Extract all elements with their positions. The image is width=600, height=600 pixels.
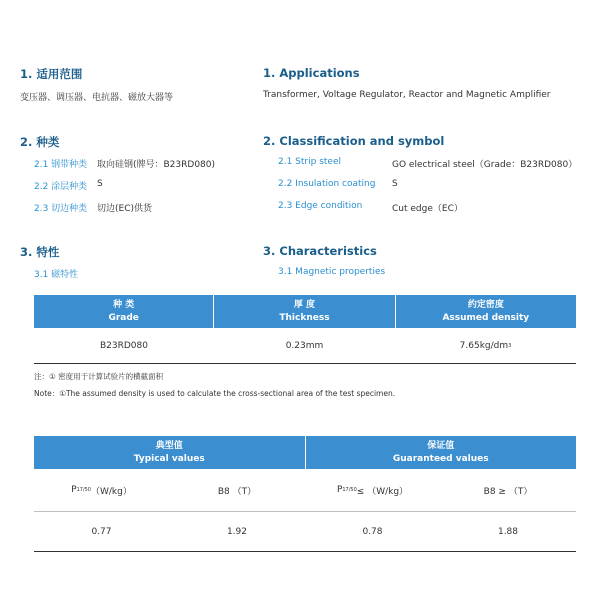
density-exponent: 3 xyxy=(508,342,512,349)
header-cn: 厚 度 xyxy=(293,299,316,310)
p-unit: （W/kg） xyxy=(91,486,132,497)
cn-item-value: 切边(EC)供货 xyxy=(97,204,152,214)
en-section1-title: 1. Applications xyxy=(263,66,360,80)
guaranteed-p-value: 0.78 xyxy=(362,526,383,537)
p-subscript: 17/50 xyxy=(342,487,357,493)
en-section2-title: 2. Classification and symbol xyxy=(263,134,445,148)
en-section1-text: Transformer, Voltage Regulator, Reactor and Magnetic Amplifier xyxy=(263,90,551,100)
magnetic-values-table xyxy=(34,436,576,552)
header-cell xyxy=(34,436,305,469)
header-cell xyxy=(395,295,576,328)
header-en: Assumed density xyxy=(442,312,530,323)
density-cell xyxy=(395,328,576,363)
typical-p-header xyxy=(34,469,169,511)
header-en: Typical values xyxy=(133,453,205,464)
en-item-value: S xyxy=(392,179,398,189)
guaranteed-b8-value: 1.88 xyxy=(497,526,519,537)
cn-section1-text: 变压器、调压器、电抗器、磁放大器等 xyxy=(20,93,174,103)
note-cn: 注：① 密度用于计算试验片的横截面积 xyxy=(34,372,164,381)
en-item-label: 2.1 Strip steel xyxy=(278,157,341,167)
header-cell xyxy=(305,436,577,469)
table-header xyxy=(34,295,576,328)
note-en: Note：①The assumed density is used to calculate the cross-sectional area of the test specimen. xyxy=(34,389,396,398)
header-en: Grade xyxy=(108,312,139,323)
header-cn: 保证值 xyxy=(427,440,455,451)
table-header xyxy=(34,436,576,469)
header-en: Guaranteed values xyxy=(392,453,489,464)
cn-item-label: 2.3 切边种类 xyxy=(34,204,88,214)
guaranteed-b8-header: B8 ≥ （T） xyxy=(483,486,533,497)
p-unit: ≤ （W/kg） xyxy=(356,486,409,497)
grade-cell: B23RD080 xyxy=(100,340,148,351)
en-section3-sub: 3.1 Magnetic properties xyxy=(278,267,386,277)
typical-b8-header: B8 （T） xyxy=(217,486,257,497)
header-cn: 约定密度 xyxy=(467,299,504,310)
en-section3-title: 3. Characteristics xyxy=(263,244,377,258)
properties-table xyxy=(34,295,576,364)
p-symbol: P xyxy=(71,485,77,495)
table-row xyxy=(34,512,576,552)
header-cell xyxy=(34,295,213,328)
cn-item-label: 2.1 钢带种类 xyxy=(34,160,88,170)
cn-section3-sub: 3.1 磁特性 xyxy=(34,270,79,280)
en-item-value: GO electrical steel（Grade：B23RD080） xyxy=(392,160,578,170)
typical-b8-value: 1.92 xyxy=(226,526,248,537)
cn-item-value: S xyxy=(97,179,103,189)
typical-p-value: 0.77 xyxy=(91,526,112,537)
table-row xyxy=(34,328,576,364)
density-value: 7.65kg/dm xyxy=(459,340,509,351)
header-cn: 典型值 xyxy=(155,440,183,451)
cn-section1-title: 1. 适用范围 xyxy=(20,67,83,81)
en-item-value: Cut edge（EC） xyxy=(392,204,463,214)
cn-item-label: 2.2 涂层种类 xyxy=(34,182,88,192)
guaranteed-p-header xyxy=(305,469,440,511)
p-subscript: 17/50 xyxy=(76,487,91,493)
p-symbol: P xyxy=(336,485,343,495)
header-cell xyxy=(213,295,394,328)
en-item-label: 2.3 Edge condition xyxy=(278,201,363,211)
subheader-row xyxy=(34,469,576,512)
cn-section3-title: 3. 特性 xyxy=(20,245,60,259)
header-en: Thickness xyxy=(279,312,330,323)
en-item-label: 2.2 Insulation coating xyxy=(278,179,376,189)
cn-item-value: 取向硅钢(牌号：B23RD080) xyxy=(97,160,216,170)
thickness-cell: 0.23mm xyxy=(285,340,324,351)
header-cn: 种 类 xyxy=(113,299,135,310)
cn-section2-title: 2. 种类 xyxy=(20,135,60,149)
